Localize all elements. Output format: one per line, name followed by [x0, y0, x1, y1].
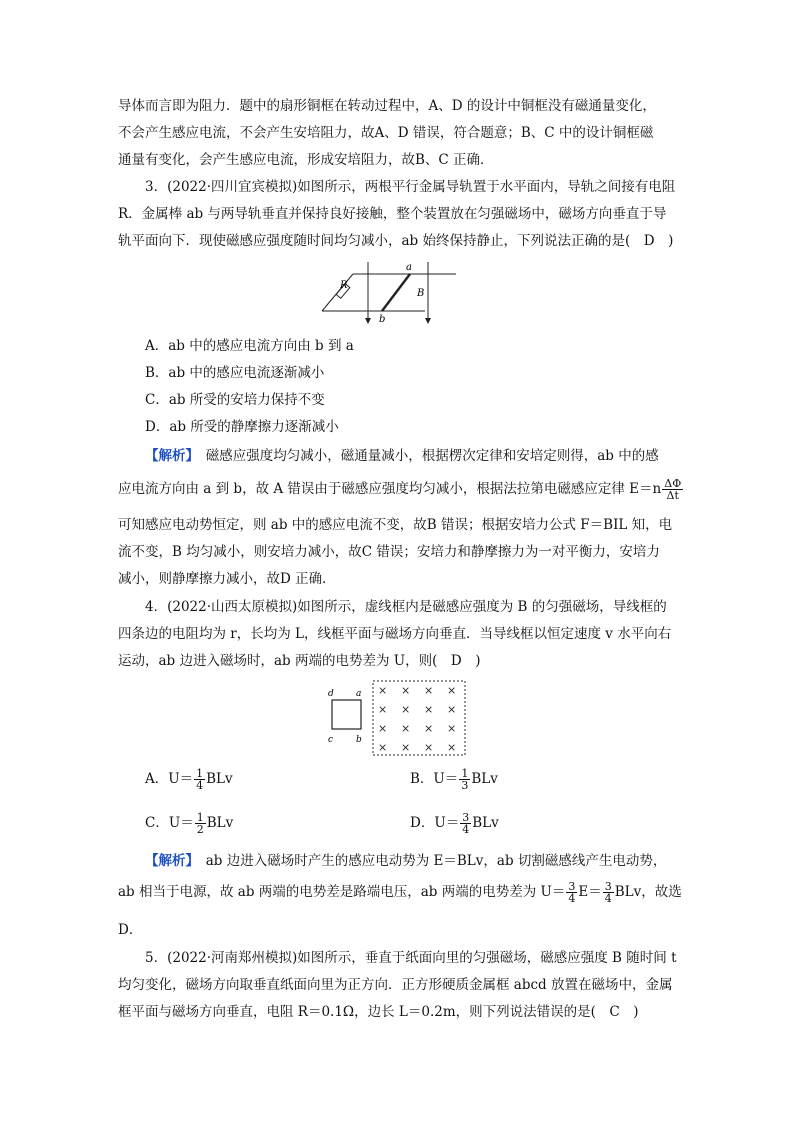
field-cross: ×	[424, 703, 434, 716]
q4-analysis-line: ab 相当于电源，故 ab 两端的电势差是路端电压，ab 两端的电势差为 U＝ $\frac{3}{4}$ E＝ $\frac{3}{4}$ BLv，故选	[118, 880, 682, 905]
field-cross: ×	[447, 684, 457, 697]
q4-label-c: c	[328, 735, 334, 745]
q3-analysis-line: 【解析】 磁感应强度均匀减小，磁通量减小，根据楞次定律和安培定则得，ab 中的感	[145, 448, 659, 464]
q3-rail-figure	[318, 258, 463, 328]
q3-stem-line: 轨平面向下．现使磁感应强度随时间均匀减小，ab 始终保持静止，下列说法正确的是( D )	[118, 233, 674, 249]
q3-analysis-line: 减小，则静摩擦力减小，故D 正确．	[118, 571, 336, 587]
q3-analysis-line: 应电流方向由 a 到 b，故 A 错误由于磁感应强度均匀减小，根据法拉第电磁感应定律 E＝n $\frac{\Delta\Phi}{\Delta t}$	[118, 477, 682, 502]
q3-label-b: b	[379, 314, 386, 325]
field-cross: ×	[401, 703, 411, 716]
q4-option-c: C．U＝ $\frac{1}{2}$ BLv	[145, 811, 234, 836]
q4-label-a: a	[356, 689, 362, 699]
field-cross: ×	[424, 684, 434, 697]
q4-option-b: B．U＝ $\frac{1}{3}$ BLv	[410, 767, 498, 792]
fraction-dphi-dt: $\frac{\Delta\Phi}{\Delta t}$	[664, 477, 682, 502]
field-cross: ×	[447, 741, 457, 754]
q4-stem-line: 4．(2022·山西太原模拟)如图所示，虚线框内是磁感应强度为 B 的匀强磁场，导线框的	[145, 599, 667, 615]
field-cross: ×	[401, 741, 411, 754]
q3-analysis-line: 可知感应电动势恒定，则 ab 中的感应电流不变，故B 错误；根据安培力公式 F＝BIL 知，电	[118, 517, 673, 533]
intro-line: 导体而言即为阻力．题中的扇形铜框在转动过程中，A、D 的设计中铜框没有磁通量变化，	[118, 98, 656, 114]
q3-rod-ab	[382, 274, 410, 311]
q3-label-r: R	[340, 280, 348, 291]
q4-option-d: D．U＝ $\frac{3}{4}$ BLv	[410, 811, 499, 836]
q3-option-a: A．ab 中的感应电流方向由 b 到 a	[145, 338, 354, 354]
q3-option-c: C．ab 所受的安培力保持不变	[145, 392, 325, 408]
intro-line: 通量有变化，会产生感应电流，形成安培阻力，故B、C 正确．	[118, 152, 494, 168]
q4-stem-line: 运动，ab 边进入磁场时，ab 两端的电势差为 U，则( D )	[118, 653, 481, 669]
field-cross: ×	[378, 722, 388, 735]
q3-field-arrow	[365, 318, 371, 324]
intro-line: 不会产生感应电流，不会产生安培阻力，故A、D 错误，符合题意；B、C 中的设计铜框磁	[118, 125, 654, 141]
q4-label-b: b	[356, 735, 362, 745]
field-cross: ×	[424, 741, 434, 754]
q4-analysis-line: 【解析】 ab 边进入磁场时产生的感应电动势为 E＝BLv，ab 切割磁感线产生电动势，	[145, 853, 667, 869]
field-cross: ×	[401, 722, 411, 735]
q4-analysis-line: D．	[118, 922, 143, 938]
field-cross: ×	[378, 684, 388, 697]
q3-label-a: a	[406, 262, 412, 273]
field-cross: ×	[447, 703, 457, 716]
field-cross: ×	[424, 722, 434, 735]
field-cross: ×	[378, 703, 388, 716]
q3-option-b: B．ab 中的感应电流逐渐减小	[145, 365, 325, 381]
field-cross: ×	[401, 684, 411, 697]
analysis-tag: 【解析】	[145, 853, 193, 869]
q3-stem-line: R．金属棒 ab 与两导轨垂直并保持良好接触，整个装置放在匀强磁场中，磁场方向垂直于导	[118, 206, 667, 222]
q4-frame-figure	[324, 678, 469, 758]
q4-label-d: d	[328, 689, 334, 699]
q3-field-arrow	[425, 318, 431, 324]
q4-option-a: A．U＝ $\frac{1}{4}$ BLv	[145, 767, 233, 792]
field-cross: ×	[447, 722, 457, 735]
field-cross: ×	[378, 741, 388, 754]
analysis-tag: 【解析】	[145, 448, 193, 464]
q3-label-field-b: B	[417, 288, 425, 299]
q3-analysis-line: 流不变，B 均匀减小，则安培力减小，故C 错误；安培力和静摩擦力为一对平衡力，安培力	[118, 544, 660, 560]
q4-wire-frame	[332, 700, 361, 729]
q3-stem-line: 3．(2022·四川宜宾模拟)如图所示，两根平行金属导轨置于水平面内，导轨之间接有电阻	[145, 179, 676, 195]
q5-stem-line: 框平面与磁场方向垂直，电阻 R＝0.1Ω，边长 L＝0.2m，则下列说法错误的是( C )	[118, 1004, 639, 1020]
q5-stem-line: 5．(2022·河南郑州模拟)如图所示，垂直于纸面向里的匀强磁场，磁感应强度 B 随时间 t	[145, 950, 677, 966]
q5-stem-line: 均匀变化，磁场方向取垂直纸面向里为正方向．正方形硬质金属框 abcd 放置在磁场中，金属	[118, 977, 673, 993]
q3-option-d: D．ab 所受的静摩擦力逐渐减小	[145, 419, 339, 435]
q4-field-crosses	[378, 684, 456, 754]
q4-stem-line: 四条边的电阻均为 r，长均为 L，线框平面与磁场方向垂直．当导线框以恒定速度 v 水平向右	[118, 626, 672, 642]
